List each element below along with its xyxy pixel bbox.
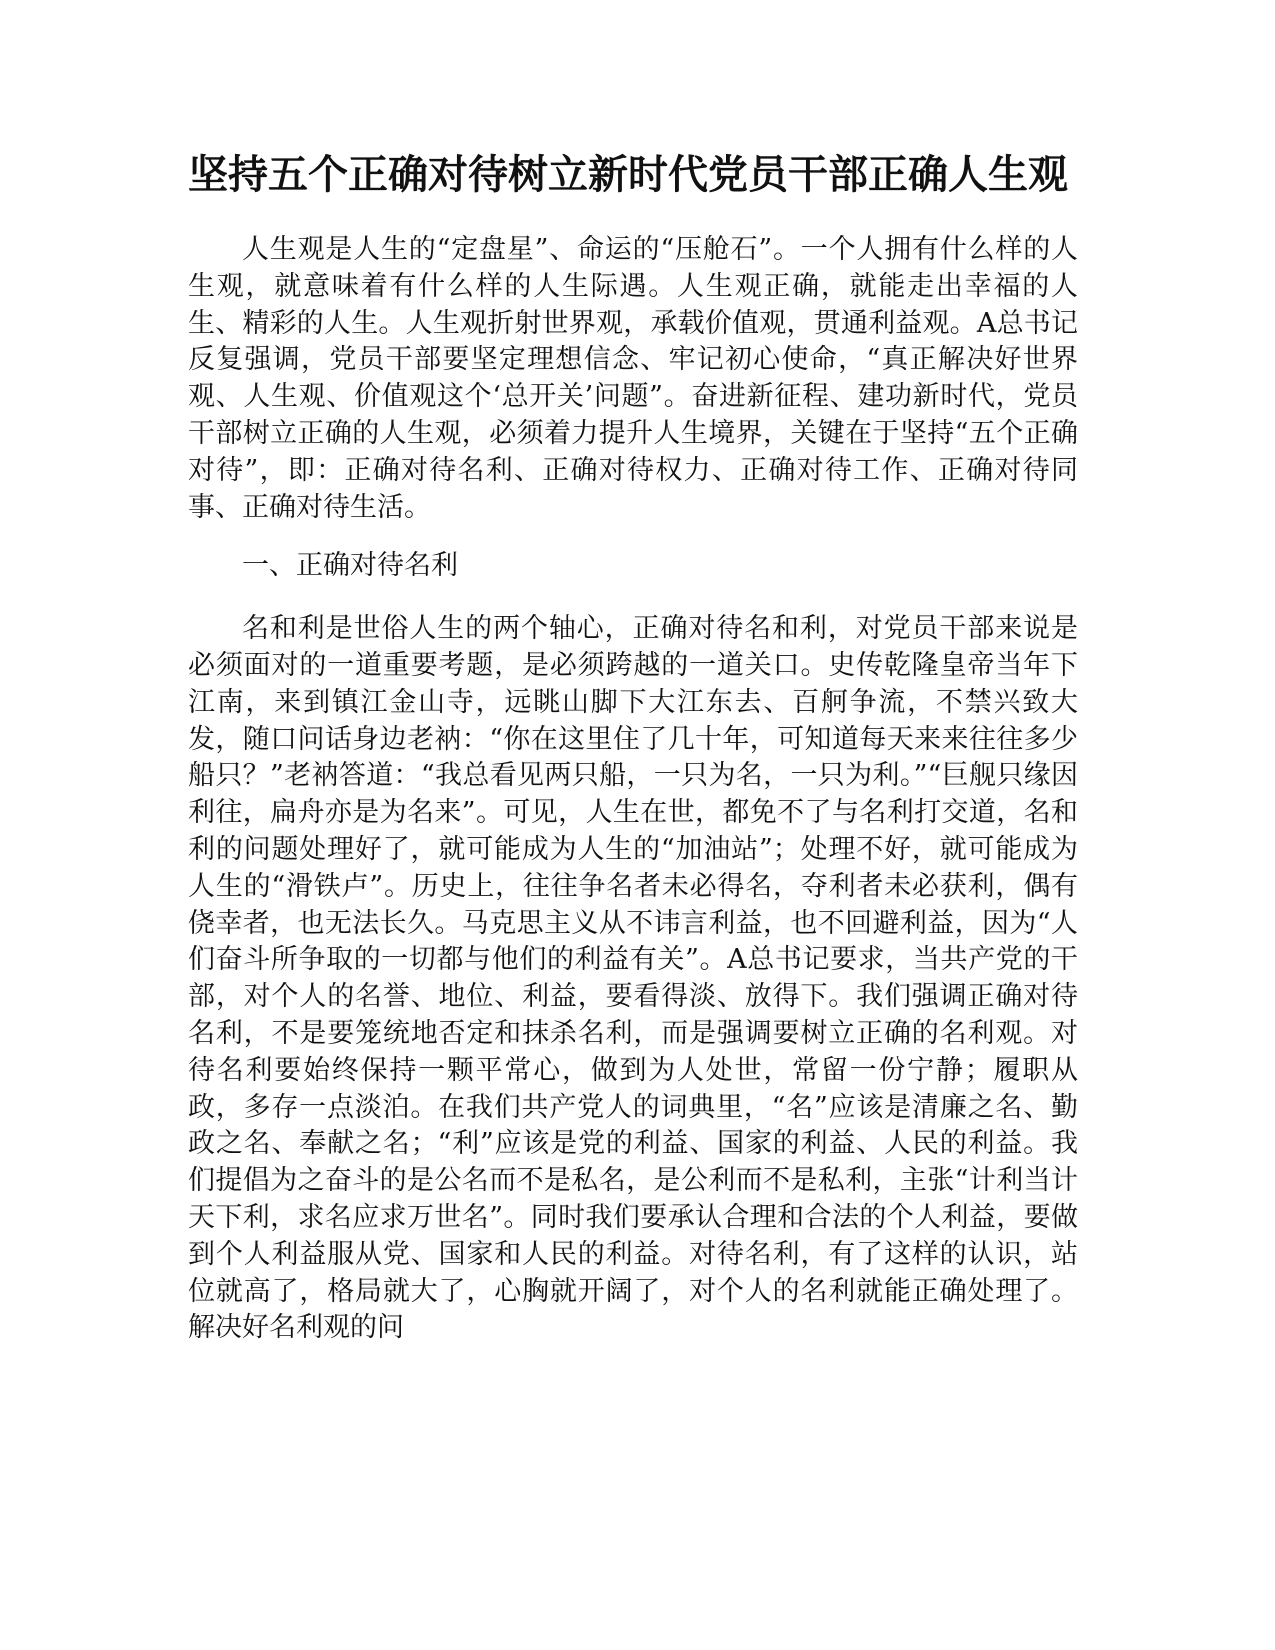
intro-paragraph: 人生观是人生的“定盘星”、命运的“压舱石”。一个人拥有什么样的人生观，就意味着有什么样的人生际遇。人生观正确，就能走出幸福的人生、精彩的人生。人生观折射世界观，承载价值观，贯通利益观。A总书记反复强调，党员干部要坚定理想信念、牢记初心使命，“真正解决好世界观、人生观、价值观这个‘总开关’问题”。奋进新征程、建功新时代，党员干部树立正确的人生观，必须着力提升人生境界，关键在于坚持“五个正确对待”，即：正确对待名利、正确对待权力、正确对待工作、正确对待同事、正确对待生活。 <box>188 234 1078 523</box>
section-heading: 一、正确对待名利 <box>242 550 458 582</box>
document-page <box>188 148 1078 1347</box>
section-body-paragraph: 名和利是世俗人生的两个轴心，正确对待名和利，对党员干部来说是必须面对的一道重要考题，是必须跨越的一道关口。史传乾隆皇帝当年下江南，来到镇江金山寺，远眺山脚下大江东去、百舸争流，不禁兴致大发，随口问话身边老衲：“你在这里住了几十年，可知道每天来来往往多少船只？”老衲答道：“我总看见两只船，一只为名，一只为利。”“巨舰只缘因利往，扁舟亦是为名来”。可见，人生在世，都免不了与名利打交道，名和利的问题处理好了，就可能成为人生的“加油站”；处理不好，就可能成为人生的“滑铁卢”。历史上，往往争名者未必得名，夺利者未必获利，偶有侥幸者，也无法长久。马克思主义从不讳言利益，也不回避利益，因为“人们奋斗所争取的一切都与他们的利益有关”。A总书记要求，当共产党的干部，对个人的名誉、地位、利益，要看得淡、放得下。我们强调正确对待名利，不是要笼统地否定和抹杀名利，而是强调要树立正确的名利观。对待名利要始终保持一颗平常心，做到为人处世，常留一份宁静；履职从政，多存一点淡泊。在我们共产党人的词典里，“名”应该是清廉之名、勤政之名、奉献之名；“利”应该是党的利益、国家的利益、人民的利益。我们提倡为之奋斗的是公名而不是私名，是公利而不是私利，主张“计利当计天下利，求名应求万世名”。同时我们要承认合理和合法的个人利益，要做到个人利益服从党、国家和人民的利益。对待名利，有了这样的认识，站位就高了，格局就大了，心胸就开阔了，对个人的名利就能正确处理了。解决好名利观的问 <box>188 613 1078 1344</box>
document-title: 坚持五个正确对待树立新时代党员干部正确人生观 <box>188 152 1068 198</box>
